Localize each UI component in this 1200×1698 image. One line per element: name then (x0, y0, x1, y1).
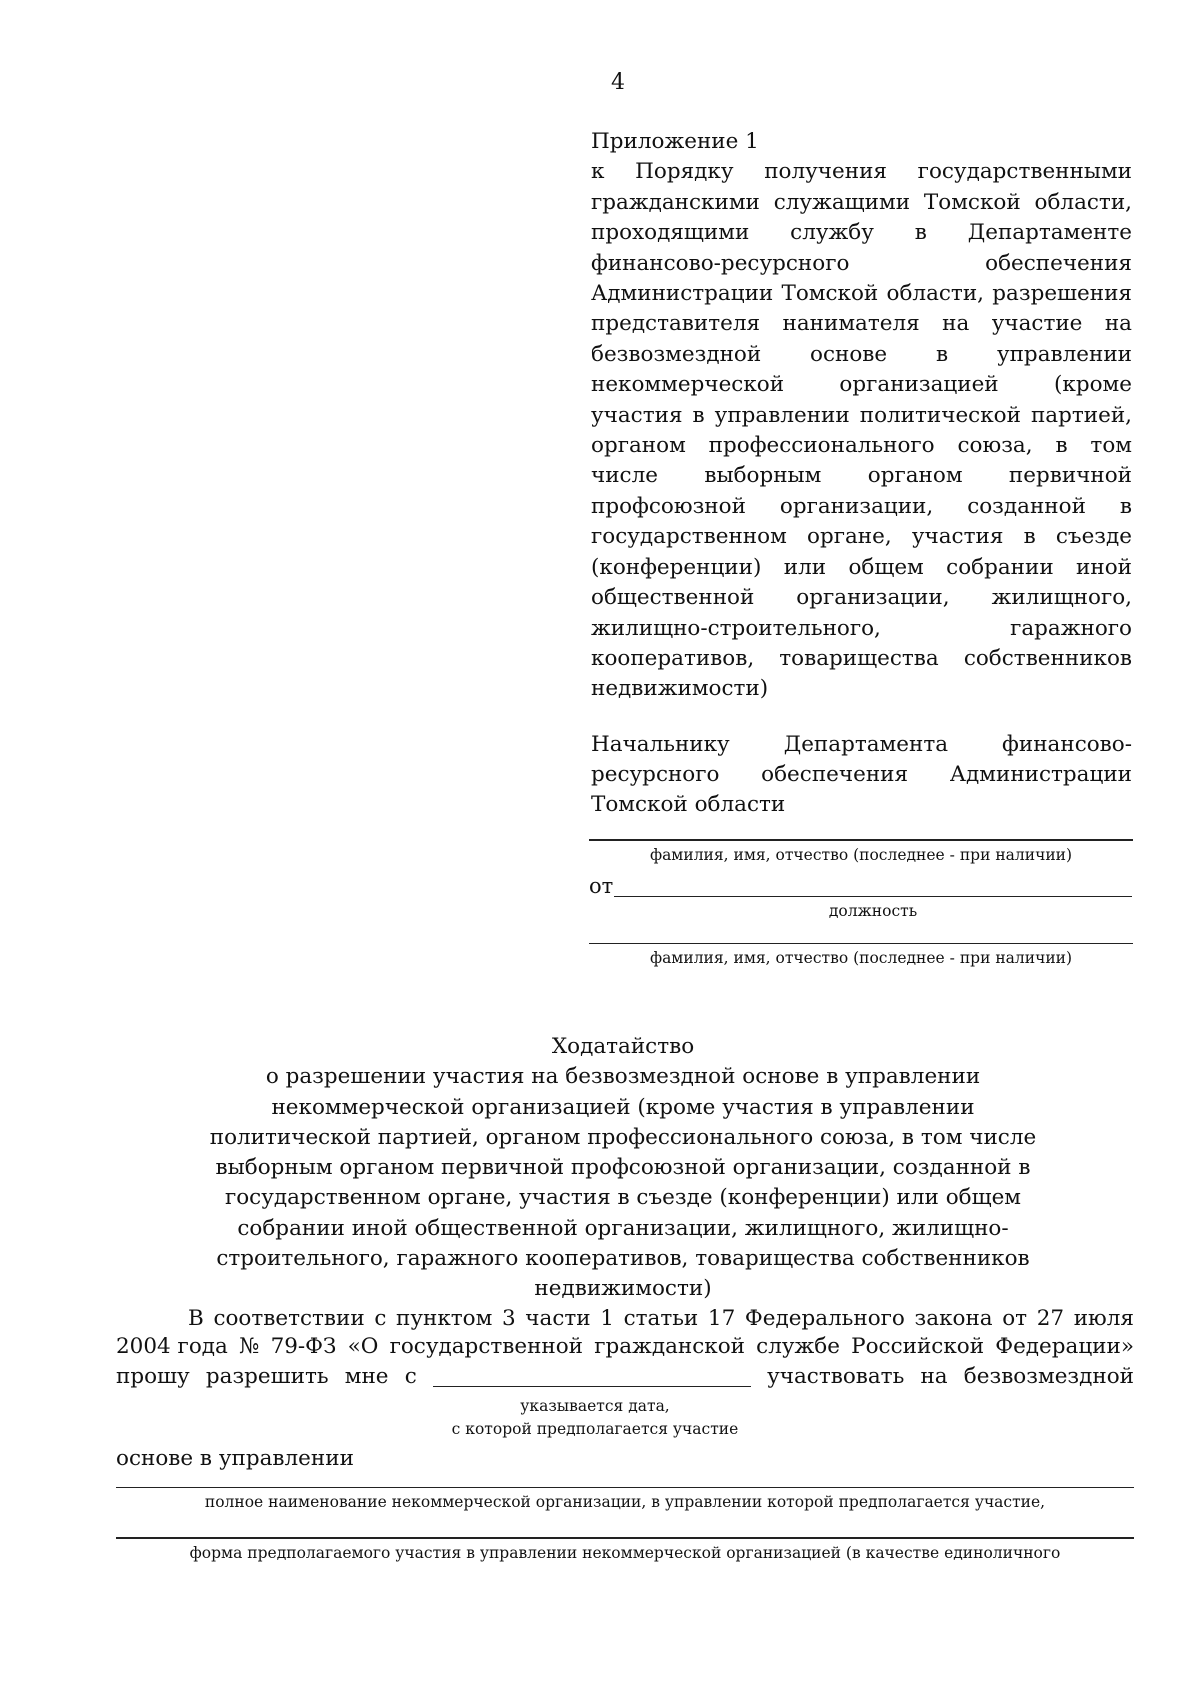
caption-position: должность (828, 902, 918, 920)
line3-word: участвовать (767, 1364, 905, 1389)
page-number: 4 (611, 70, 625, 95)
line2-word: государственной (389, 1334, 584, 1359)
from-label: от (589, 874, 614, 898)
petition-subtitle: о разрешении участия на безвозмездной основе в управлении некоммерческой организацией (кроме участия в управлении политической партией, органом профессионального союза, в том числе выборным органом первичной профсоюзной организации, созданной в государственном органе, участия в съезде (конференции) или общем собрании иной общественной организации, жилищного, жилищно-строительного, гаражного кооперативов, товарищества собственников недвижимости) (209, 1064, 1037, 1302)
petition-title: Ходатайство (551, 1034, 695, 1059)
line3-word: мне (344, 1364, 389, 1389)
petition-title-block (190, 1032, 1056, 1305)
caption-date-2: с которой предполагается участие (451, 1420, 739, 1438)
body-line-3 (116, 1364, 1134, 1389)
date-input-line[interactable] (433, 1364, 751, 1387)
line3-word: с (404, 1364, 417, 1389)
appendix-heading: Приложение 1 (591, 129, 759, 154)
line2-word: Российской (851, 1334, 985, 1359)
position-line[interactable] (614, 896, 1132, 897)
name-line-2[interactable] (589, 943, 1133, 944)
line3-word: прошу (116, 1364, 190, 1389)
line2-word: Федерации» (995, 1334, 1134, 1359)
caption-date-1: указывается дата, (520, 1397, 670, 1415)
addressee-name-line[interactable] (589, 839, 1133, 841)
appendix-block (591, 127, 1132, 705)
appendix-body: к Порядку получения государственными гражданскими служащими Томской области, проходящими службу в Департаменте финансово-ресурсного обеспечения Администрации Томской области, разрешения представителя нанимателя на участие на безвозмездной основе в управлении некоммерческой организацией (кроме участия в управлении политической партией, органом профессионального союза, в том числе выборным органом первичной профсоюзной организации, созданной в государственном органе, участия в съезде (конференции) или общем собрании иной общественной организации, жилищного, жилищно-строительного, гаражного кооперативов, товарищества собственников недвижимости) (591, 159, 1132, 702)
line2-word: 2004 года (116, 1334, 228, 1359)
caption-form: форма предполагаемого участия в управлении некоммерческой организацией (в качестве единоличного (189, 1544, 1061, 1562)
line3-word: на (920, 1364, 948, 1389)
addressee-text: Начальнику Департамента финансово-ресурсного обеспечения Администрации Томской области (591, 732, 1132, 817)
org-name-line[interactable] (116, 1487, 1134, 1488)
line2-word: службе (756, 1334, 840, 1359)
caption-name-2: фамилия, имя, отчество (последнее - при наличии) (649, 949, 1073, 967)
line3-word: разрешить (205, 1364, 329, 1389)
line2-word: № (239, 1334, 260, 1359)
caption-name-1: фамилия, имя, отчество (последнее - при наличии) (649, 846, 1073, 864)
body-line-4: основе в управлении (116, 1446, 354, 1471)
caption-org-name: полное наименование некоммерческой организации, в управлении которой предполагается участие, (204, 1493, 1046, 1511)
line2-word: «О (347, 1334, 379, 1359)
body-line-2 (116, 1334, 1134, 1359)
line3-word: безвозмездной (963, 1364, 1134, 1389)
body-line-1: В соответствии с пунктом 3 части 1 статьи 17 Федерального закона от 27 июля (188, 1306, 1134, 1331)
line2-word: гражданской (594, 1334, 745, 1359)
participation-form-line[interactable] (116, 1537, 1134, 1539)
line2-word: 79-ФЗ (270, 1334, 337, 1359)
